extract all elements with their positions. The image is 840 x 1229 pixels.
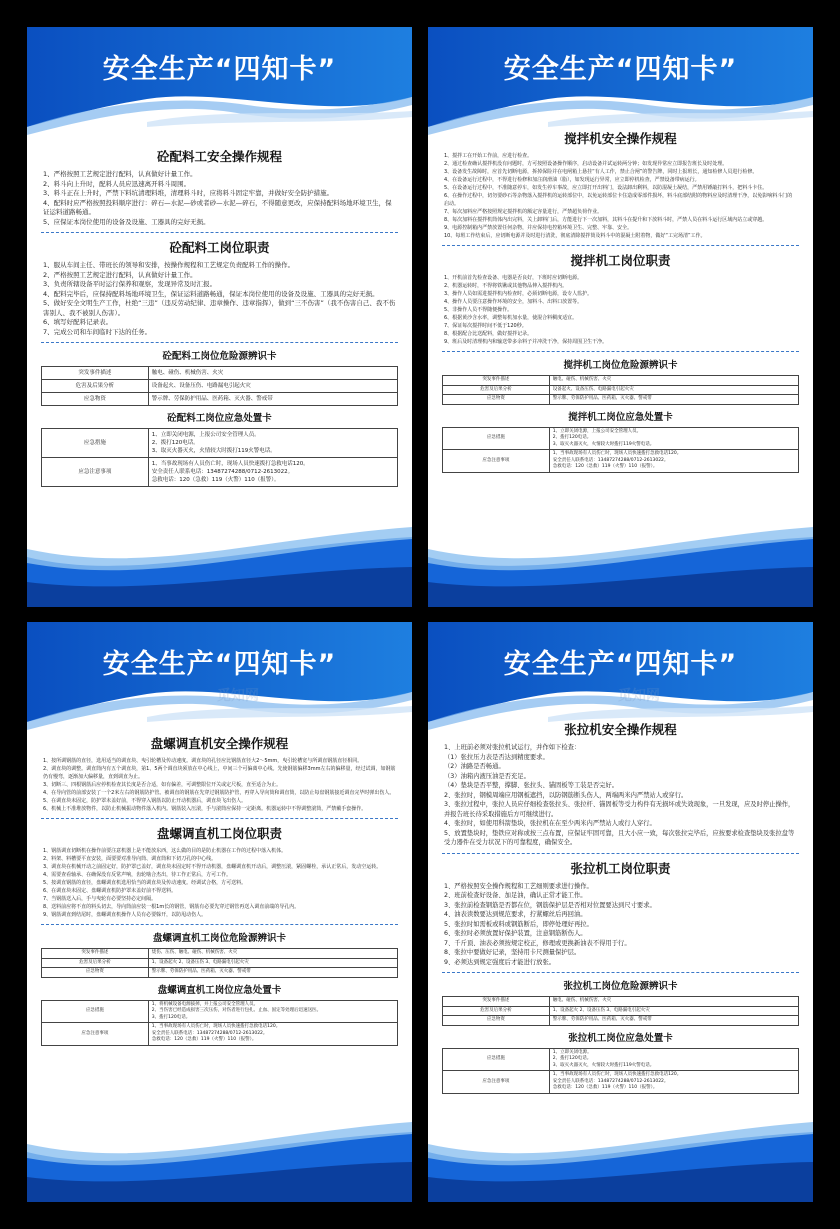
- card-row: [443, 1006, 799, 1016]
- section-line: 6、张拉时必须放置好保护装置，注意钢筋断伤人。: [444, 930, 587, 937]
- section-line: 4、在导向管的前部安装了一个2米左右的钢筋防护管。被调直的钢筋在先穿过钢筋防护管，再穿入导向筒和调直筒，以防止每盘钢筋接近调直完毕时弹出伤人。: [43, 790, 395, 796]
- watermark: 觅知网: [618, 688, 660, 704]
- poster-body: [442, 127, 799, 537]
- card-row-value: 警示牌、劳保防护用品、医药箱、灭火器、警戒带: [549, 1016, 798, 1026]
- footer-wave: [27, 527, 412, 607]
- card-row-label: 突发事件描述: [42, 367, 149, 380]
- section-line: 4、配料时应严格按照投料顺序进行：碎石—水泥—砂或者砂—水泥—碎石，不得随意更改，应保持配料场地环境卫生，保证运料道路畅通。: [43, 198, 392, 216]
- card-row-label: 应急措施: [443, 1048, 550, 1071]
- card-row-value: 1、立即关闭电源，上报公司安全管理人员。 2、拨打120电话。 3、取灭火器灭火，火情较大时拨打119火警电话。: [148, 429, 397, 458]
- section-divider: [41, 342, 398, 343]
- section-line: 6、填写好配料记录表。: [43, 318, 113, 326]
- card-row-label: 应急物资: [42, 393, 149, 406]
- section-line: 1、钢筋调直切断机在操作前要注意机器上是不能放东西，这么做的目的是防止机器在工作的过程中落入机体。: [43, 848, 287, 854]
- section-line: 2、严格按照工艺规定进行配料，认真做好计量工作。: [43, 270, 197, 279]
- section-divider: [41, 232, 398, 233]
- section-line: 9、必须达到规定强度后才能进行放张。: [444, 958, 556, 966]
- card-row-value: 触电、碰伤、机械伤害、火灾: [549, 997, 798, 1007]
- card-row: [443, 1016, 799, 1026]
- poster-body: [41, 145, 398, 537]
- card-row: [42, 958, 398, 968]
- card-row-label: 危害及后果分析: [443, 1006, 550, 1016]
- card-row-value: 警示牌、劳保防护用品、医药箱、灭火器、警戒带: [549, 395, 798, 405]
- card-row: [443, 395, 799, 405]
- section-line: 3、负责所辖设备平时运行保养和观察，发现异常及时汇报。: [43, 280, 217, 288]
- card-row-label: 应急物资: [443, 1016, 550, 1026]
- section-line: 4、张拉时，如使用科箭垫块，张拉机在在至少两米内严禁站人或行人穿行。: [444, 820, 656, 827]
- poster-3: [27, 622, 412, 1202]
- section-line: 4、需要查看轴承、在确保没有反常声响，齿轮啮合杰出，待工作正常后，方可工作。: [43, 872, 232, 878]
- section-line: 1、严格按照安全操作规程和工艺细则要求进行操作。: [444, 882, 593, 890]
- poster-title: 安全生产“四知卡”: [503, 649, 738, 680]
- section-line: 7、每次加料应严格按照规定搅拌机的额定容量进行，严禁超负荷作业。: [444, 209, 603, 215]
- section-line: 2、张拉时，钢模周端应用钢板遮挡，以防钢筋断头伤人，两端两米内严禁站人或穿行。: [444, 791, 688, 799]
- section-divider: [41, 818, 398, 819]
- risk-card-table: [41, 366, 398, 406]
- section-line: 2、调直块的调整。调直筒内有五个调直块，第1、5两个调直块须放在中心线上，中间三个可偏离中心线。先使钢筋偏移3mm左右的偏移量，经过试调，如钢筋仍有慢弯，逐渐加大偏移量，直到调直为止。: [43, 766, 396, 780]
- section-line: 5、张拉时如需板或料或钢筋断后，即停处理好再拉。: [444, 920, 593, 928]
- section-divider: [442, 351, 799, 352]
- card-row-label: 危害及后果分析: [443, 385, 550, 395]
- card-row: [42, 1023, 398, 1046]
- section-line: 1、服从车间主任、带班长的领导和安排，按操作规程和工艺规定负责配料工作的操作。: [43, 261, 295, 269]
- section-line: 8、送料前应将不直的料头切去，导向筒前应装一根1m长的钢管，钢筋有必要先穿过钢管再送入调直前端的导孔内。: [43, 904, 300, 910]
- poster-body: [41, 732, 398, 1132]
- card-row-label: 突发事件描述: [443, 997, 550, 1007]
- section-line: 2、料架、料槽要平直安装，面要要对准导向筒、调直筒和下切刀孔的中心线。: [43, 856, 217, 862]
- section-line: 5、应保证本岗位使用的设备及设施、工器具的完好无损。: [43, 217, 210, 226]
- section-title: 砼配料工安全操作规程: [156, 149, 282, 164]
- emergency-card-table: [442, 1048, 799, 1094]
- card-row-value: 1、立即关闭电源，上报公司安全管理人员。 2、拨打120电话。 3、取灭火器灭火，火情较大时拨打119火警电话。: [549, 427, 798, 450]
- poster-title: 安全生产“四知卡”: [102, 54, 337, 85]
- card-row: [42, 1000, 398, 1023]
- section-line: 9、钢筋调直到结尾时，盘螺调直机操作人员有必要躲开，以防甩动伤人。: [43, 912, 207, 918]
- section-line: 2、料斗向上升时，配料人员应迅速离开料斗周围。: [43, 179, 191, 188]
- section-line: 2、机器运转时，不得将铁锹或其他物品伸入搅拌机内。: [444, 283, 568, 289]
- card-row: [42, 367, 398, 380]
- card-row: [42, 380, 398, 393]
- card-row-label: 应急物资: [443, 395, 550, 405]
- section-line: 6、在操作过程中，切勿要砂石等杂物落入搅拌机的运转部位中，以免运转部位卡住造成零部件损坏，料斗底部结附的物料应及时清理干净，以免影响料斗门的启动。: [444, 193, 793, 207]
- card-row: [443, 385, 799, 395]
- card-row-value: 警示牌、劳保防护用品、医药箱、灭火器、警戒带: [148, 968, 397, 978]
- card-row: [42, 429, 398, 458]
- card-row-label: 危害及后果分析: [42, 958, 149, 968]
- card-row: [42, 393, 398, 406]
- section-line: 6、根据黄沙含水率，调整每机加水量，使混合料稠度适宜。: [444, 315, 578, 321]
- section-line: 5、放置垫块时，垫铁应对称或按三点布置，应保证牢固可靠，且大小应一致，每次张拉完毕后，应按要求检查垫块及张拉盘等受力器件在受力状况下的可靠程度，确保安全。: [444, 829, 795, 846]
- card-row-label: 应急注意事项: [443, 1071, 550, 1094]
- card-row-label: 应急注意事项: [42, 458, 149, 487]
- card-row: [42, 458, 398, 487]
- section-line: 1、搅拌工在开始工作前，应进行检查。: [444, 153, 533, 159]
- risk-card-title: 砼配料工岗位危险源辨识卡: [162, 351, 277, 362]
- emergency-card-table: [442, 427, 799, 473]
- card-row-label: 突发事件描述: [443, 376, 550, 386]
- emergency-card-title: 砼配料工岗位应急处置卡: [167, 413, 272, 424]
- card-row-value: 触电、碰伤、机械伤害、火灾: [549, 376, 798, 386]
- risk-card-table: [442, 996, 799, 1026]
- section-line: 8、张拉中要做好记录，坚持用卡尺测量保护层。: [444, 949, 581, 956]
- poster-title: 安全生产“四知卡”: [102, 649, 337, 680]
- section-line: 6、机械上不准堆放物件，以防止机械振动物件落入机内。钢筋装入压滚，手与滚筒应保持一定距离。机器运转中不得调整滚筒，严禁戴手套操作。: [43, 806, 367, 812]
- card-row: [443, 376, 799, 386]
- section-title: 砼配料工岗位职责: [169, 240, 270, 255]
- section-line: 8、每次加料在搅拌机筒体内出完料，关上卸料门后，方能进行下一次加料，其料斗在提升和下放料斗时，严禁人员在料斗运行区域内站立或穿越。: [444, 217, 768, 223]
- footer-wave: [27, 1122, 412, 1202]
- section-line: 4、操作人员要注意操作环境的安全，加料斗、出料口放置等。: [444, 299, 583, 305]
- footer-wave: [428, 527, 813, 607]
- section-divider: [41, 924, 398, 925]
- card-row-value: 1、立即关闭电源。 2、拨打120电话。 3、取灭火器灭火，火情较大时拨打119火警电话。: [549, 1048, 798, 1071]
- section-line: 5、做好安全文明生产工作，杜绝“三违”（违反劳动纪律、违章操作、违章指挥），做到“三不伤害”（我不伤害自己、我不伤害别人、我不被别人伤害）。: [43, 299, 396, 317]
- section-line: 7、千斤顶、油表必须按规定校正，修理或更换新油表不得用于行。: [444, 939, 631, 947]
- section-line: 4、油表读数要达到规范要求，拧紧螺丝后再回油。: [444, 911, 587, 918]
- section-line: 3、切断三、四根钢筋后应停机检查其长度是否合适，如有偏差，可调整限位开关或定尺板，直至适合为止。: [43, 782, 282, 788]
- card-row-value: 设备起火、设备压伤、电路漏电引起火灾: [549, 385, 798, 395]
- emergency-card-table: [41, 1000, 398, 1046]
- card-row-value: 1、当事故现场有人员伤亡时，现场人员快速拨打急救电话120。 安全责任人联系电话：13487274288/0712-2613022。 急救电话：120（急救）119（火警）110（报警）。: [148, 458, 397, 487]
- emergency-card-table: [41, 428, 398, 487]
- section-line: 7、保证每次搅拌时间不低于120秒。: [444, 323, 527, 329]
- card-row-value: 1、当事故现场有人员伤亡时，现场人员快速拨打急救电话120。 安全责任人联系电话：13487274288/0712-2613022。 急救电话：120（急救）119（火警）110（报警）。: [148, 1023, 397, 1046]
- card-row-label: 应急注意事项: [42, 1023, 149, 1046]
- section-title: 张拉机工岗位职责: [570, 860, 671, 876]
- card-row-value: 1、设备起火 2、设备压伤 3、电路漏电引起火灾: [549, 1006, 798, 1016]
- section-line: 5、按调直钢筋的直径，盘螺调直机选用恰当的调直块及传动速度。经调试合格，方可送料。: [43, 880, 247, 886]
- risk-card-title: 张拉机工岗位危险源辨识卡: [563, 981, 678, 992]
- card-row-value: 1、将机械设备电源拔掉，并上报公司安全管理人员。 2、当伤害已经造成损害三次压伤，对伤者进行包扎、止血、固定等处理后迅速送医。 3、拨打120电话。: [148, 1000, 397, 1023]
- section-line: 1、上班前必须对张拉机试运行，并作如下检查：: [444, 744, 581, 751]
- section-line: 5、在设备运行过程中，不准随意停车，如发生停车事故，应立即打开出料门，设法卸出剩料，以防混凝土凝结，严禁用锤敲打料斗，把料斗卡住。: [444, 185, 768, 191]
- card-row-value: 1、设备起火 2、设备压伤 3、电路漏电引起火灾: [148, 958, 397, 968]
- section-line: 3、调直块在机械开动之前固定好，防护罩已盖好，调直块未固定时不得开动机器，盘螺调直机开动后，调整压滚，紧固螺栓，承认正常后，发动空运转。: [43, 864, 382, 870]
- section-line: 2、通过检查确认搅拌机没有问题时，方可按照设备操作顺序，启动设备并试运转两分钟；如发现异常应立即报告班长及时处理。: [444, 161, 728, 167]
- section-line: 6、在调直块未固定、盘螺调直机防护罩未盖好前不得送料。: [43, 888, 177, 894]
- card-row-label: 危害及后果分析: [42, 380, 149, 393]
- section-title: 张拉机安全操作规程: [564, 722, 677, 737]
- section-line: 1、按所调钢筋的直径，选用适当的调直块、曳引轮槽及传动速度。调直块的孔径应比钢筋直径大2～5mm，曳引轮槽宽与所调直钢筋直径相同。: [43, 758, 363, 764]
- section-line: 9、班后及时清理机内和输送带多余料子并冲洗干净，保持周围卫生干净。: [444, 339, 608, 345]
- card-row: [443, 1071, 799, 1094]
- section-title: 搅拌机工岗位职责: [570, 253, 671, 268]
- section-line: （1）张拉压力表是否达到精度要求。: [444, 753, 549, 761]
- poster-body: [442, 718, 799, 1132]
- section-title: 盘螺调直机工岗位职责: [156, 826, 282, 841]
- section-line: （2）油路是否畅通。: [444, 763, 505, 770]
- card-row-value: 1、当事故现场有人员伤亡时，现场人员快速拨打急救电话120。 安全责任人联系电话：13487274288/0712-2613022。 急救电话：120（急救）119（火警）110（报警）。: [549, 450, 798, 473]
- section-line: 8、根据配合比送配料，做好搅拌记录。: [444, 331, 533, 337]
- poster-2: [428, 27, 813, 607]
- risk-card-table: [41, 948, 398, 978]
- card-row-label: 应急措施: [42, 429, 149, 458]
- section-line: 4、配料完毕后，应保持配料场地环境卫生，保证运料道路畅通，保证本岗位使用的设备及设施、工器具的完好无损。: [43, 289, 379, 298]
- card-row-value: 设备起火、设备压伤、电路漏电引起火灾: [148, 380, 397, 393]
- section-line: 5、非操作人员不得随便操作。: [444, 307, 513, 313]
- card-row: [42, 949, 398, 959]
- section-line: 1、开机前首先检查设备、电器是否良好，下班时应切断电源。: [444, 275, 583, 281]
- card-row-label: 应急措施: [443, 427, 550, 450]
- section-line: 4、在设备运行过程中，不得进行检修和加注润滑油（脂），如发现运行异常，应立即停机检查，严禁设备带病运行。: [444, 177, 700, 183]
- section-line: （3）油箱内液压油是否充足。: [444, 772, 530, 780]
- emergency-card-title: 张拉机工岗位应急处置卡: [568, 1032, 673, 1044]
- poster-4: [428, 622, 813, 1202]
- risk-card-table: [442, 375, 799, 405]
- section-divider: [442, 853, 799, 854]
- card-row-value: 触电、碰伤、机械伤害、火灾: [148, 367, 397, 380]
- section-line: 3、张拉前检查钢筋是否都在位，钢筋保护层是否相对位置要达到尺寸要求。: [444, 901, 656, 909]
- section-line: 9、电源控制箱内严禁放置任何杂物，并应保持电控箱环境卫生、完整、牢靠、安全。: [444, 225, 633, 231]
- section-line: 2、班前检查好设备、加足油，确认正常才能工作。: [444, 892, 587, 899]
- card-row-label: 应急措施: [42, 1000, 149, 1023]
- watermark: 觅知网: [217, 688, 259, 704]
- section-line: 3、设备发生故障时，应首先切断电源，拆掉保险并在电闸箱上悬挂“有人工作，禁止合闸”的警告牌，同时上报班长，通知检修人员进行检修。: [444, 169, 758, 175]
- risk-card-title: 盘螺调直机工岗位危险源辨识卡: [152, 933, 286, 944]
- section-line: 1、严格按照工艺规定进行配料，认真做好计量工作。: [43, 170, 197, 178]
- poster-title: 安全生产“四知卡”: [503, 54, 738, 85]
- poster-1: [27, 27, 412, 607]
- card-row: [443, 997, 799, 1007]
- card-row-label: 应急物资: [42, 968, 149, 978]
- card-row: [42, 968, 398, 978]
- emergency-card-title: 盘螺调直机工岗位应急处置卡: [157, 984, 282, 996]
- risk-card-title: 搅拌机工岗位危险源辨识卡: [563, 360, 678, 371]
- emergency-card-title: 搅拌机工岗位应急处置卡: [568, 411, 673, 423]
- section-divider: [442, 972, 799, 973]
- section-line: 7、完成公司和车间临时下达的任务。: [43, 327, 152, 336]
- section-line: 7、当钢筋送入后，手与曳轮有必要坚持必定间隔。: [43, 896, 157, 902]
- section-line: 3、操作人员如需进搅拌机内检查时，必须切断电源，设专人监护。: [444, 291, 593, 297]
- card-row: [443, 1048, 799, 1071]
- card-row-value: 烧伤、压伤、触电、碰伤、机械伤害、火灾: [148, 949, 397, 959]
- card-row: [443, 427, 799, 450]
- card-row-value: 1、当事故现场有人员伤亡时，现场人员快速拨打急救电话120。 安全责任人联系电话：13487274288/0712-2613022。 急救电话：120（急救）119（火警）110（报警）。: [549, 1071, 798, 1094]
- section-line: （4）垫块是否平整，撑脚、张拉头、锚固板等工装是否完好。: [444, 782, 619, 789]
- card-row: [443, 450, 799, 473]
- card-row-label: 应急注意事项: [443, 450, 550, 473]
- section-line: 10、每班工作结束后，应切断电源并及时进行清洗，彻底清除搅拌筒及料斗中的混凝土附着物，做好“工完场清”工作。: [444, 233, 706, 239]
- footer-wave: [428, 1122, 813, 1202]
- section-line: 5、在调直块未固定，防护罩未盖好前，不得穿入钢筋以防止开动机器后，调直块飞出伤人。: [43, 798, 247, 804]
- section-line: 3、料斗正在上升时，严禁下料坑清理料堆，清理料斗时，应将料斗固定牢靠，并做好安全防护措施。: [43, 189, 334, 197]
- card-row-label: 突发事件描述: [42, 949, 149, 959]
- section-line: 3、张拉过程中，张拉人员应仔细检查张拉头、张拉杆、锚固板等受力构件有无损坏或失效现象，一旦发现，应及时停止操作，并报告班长待采取措施后方可继续进行。: [444, 801, 795, 818]
- card-row-value: 警示牌、劳保防护用品、医药箱、灭火器、警戒带: [148, 393, 397, 406]
- section-divider: [442, 245, 799, 246]
- section-title: 盘螺调直机安全操作规程: [150, 736, 289, 751]
- section-title: 搅拌机安全操作规程: [564, 131, 677, 146]
